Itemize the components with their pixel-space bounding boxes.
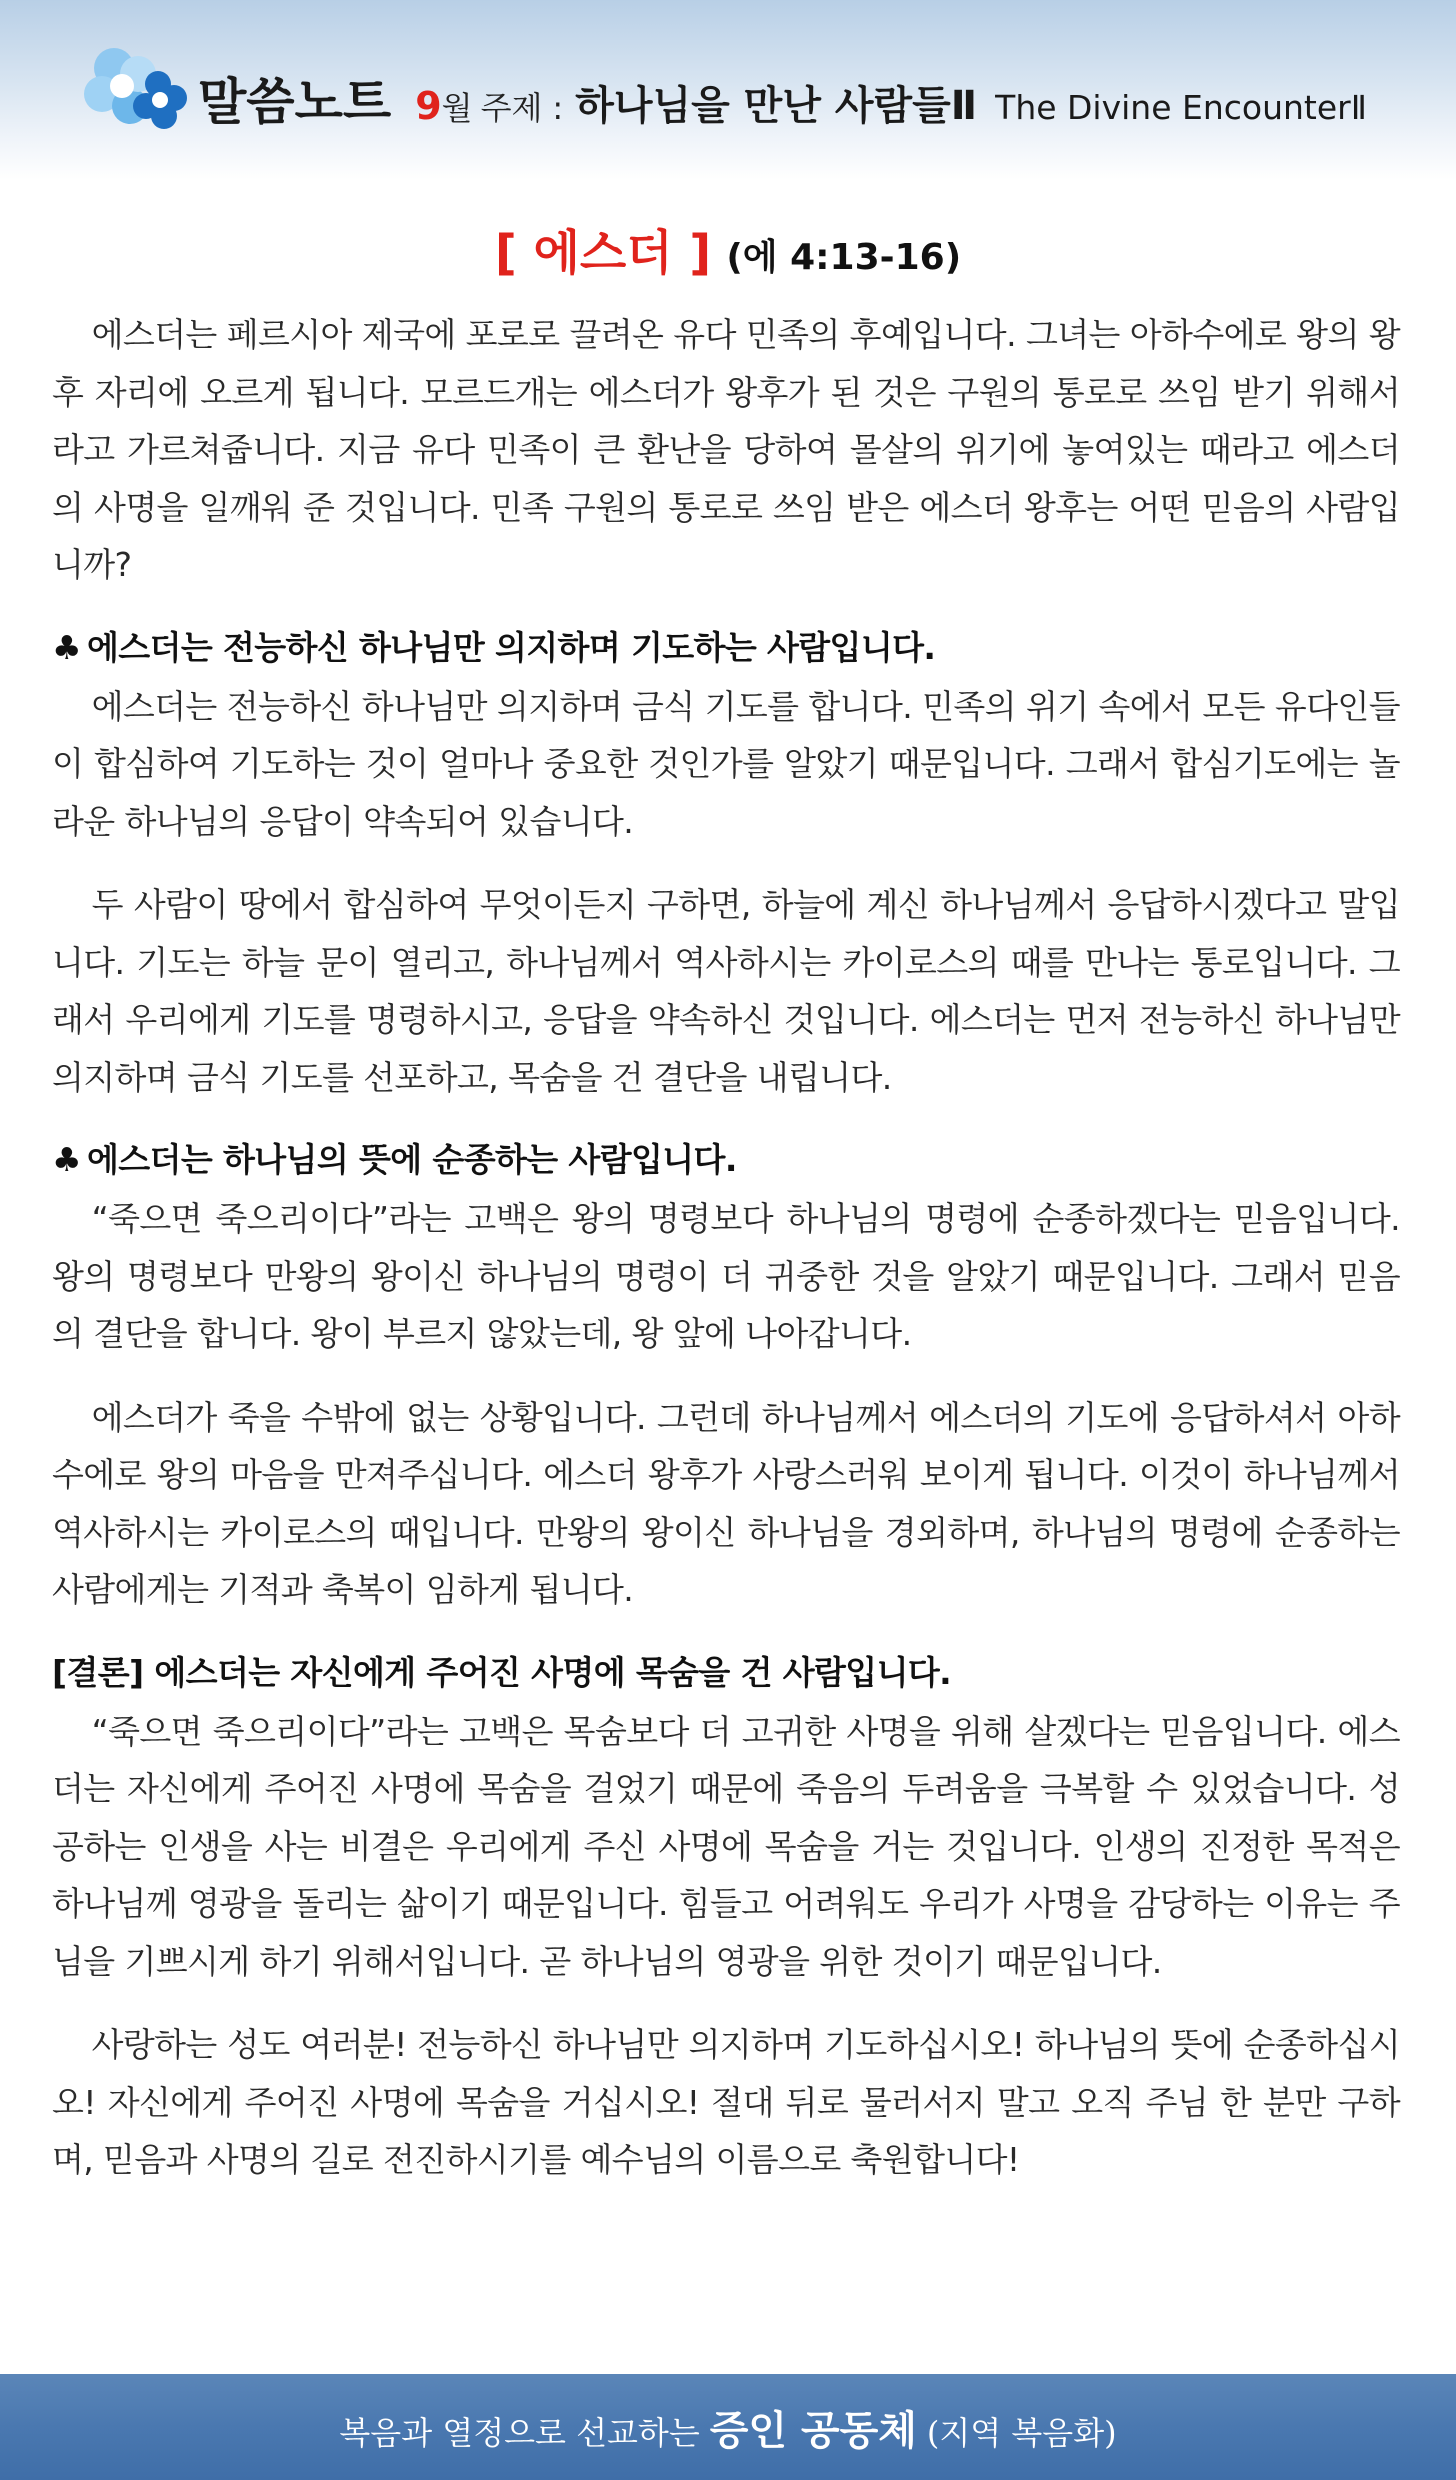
intro-paragraph: 에스더는 페르시아 제국에 포로로 끌려온 유다 민족의 후예입니다. 그녀는 아하수에로 왕의 왕후 자리에 오르게 됩니다. 모르드개는 에스더가 왕후가 된 것은 구원의 통로로 쓰임 받기 위해서라고 가르쳐줍니다. 지금 유다 민족이 큰 환난을 당하여 몰살의 위기에 놓여있는 때라고 에스더의 사명을 일깨워 준 것입니다. 민족 구원의 통로로 쓰임 받은 에스더 왕후는 어떤 믿음의 사람입니까? [52, 315, 1400, 584]
paragraph: 두 사람이 땅에서 합심하여 무엇이든지 구하면, 하늘에 계신 하나님께서 응답하시겠다고 말입니다. 기도는 하늘 문이 열리고, 하나님께서 역사하시는 카이로스의 때를 만나는 통로입니다. 그래서 우리에게 기도를 명령하시고, 응답을 약속하신 것입니다. 에스더는 먼저 전능하신 하나님만 의지하며 금식 기도를 선포하고, 목숨을 건 결단을 내립니다. [52, 885, 1400, 1097]
header-title-line [198, 62, 1367, 132]
theme-english: The Divine EncounterⅡ [995, 88, 1367, 127]
page-title [0, 214, 1456, 283]
title-main: [ 에스더 ] [494, 225, 712, 281]
footer-strong: 증인 공동체 [709, 2406, 917, 2454]
club-icon: ♣ [52, 627, 81, 667]
month-number: 9 [415, 84, 442, 128]
flower-logo-icon [84, 44, 192, 136]
scripture-reference: (에 4:13-16) [726, 237, 962, 278]
paragraph: “죽으면 죽으리이다”라는 고백은 왕의 명령보다 하나님의 명령에 순종하겠다는 믿음입니다. 왕의 명령보다 만왕의 왕이신 하나님의 명령이 더 귀중한 것을 알았기 때문입니다. 그래서 믿음의 결단을 합니다. 왕이 부르지 않았는데, 왕 앞에 나아갑니다. [52, 1199, 1400, 1353]
theme-title: 하나님을 만난 사람들Ⅱ [575, 83, 978, 129]
month-label: 월 [441, 89, 473, 127]
header [0, 0, 1456, 180]
section-heading-2 [52, 1132, 1400, 1188]
paragraph: 에스더는 전능하신 하나님만 의지하며 금식 기도를 합니다. 민족의 위기 속에서 모든 유다인들이 합심하여 기도하는 것이 얼마나 중요한 것인가를 알았기 때문입니다. 그래서 합심기도에는 놀라운 하나님의 응답이 약속되어 있습니다. [52, 686, 1400, 841]
theme-colon: : [552, 89, 564, 127]
closing-paragraph: 사랑하는 성도 여러분! 전능하신 하나님만 의지하며 기도하십시오! 하나님의 뜻에 순종하십시오! 자신에게 주어진 사명에 목숨을 거십시오! 절대 뒤로 물러서지 말고 오직 주님 한 분만 구하며, 믿음과 사명의 길로 전진하시기를 예수님의 이름으로 축원합니다! [52, 2025, 1400, 2179]
heading-text: 에스더는 하나님의 뜻에 순종하는 사람입니다. [86, 1140, 737, 1179]
footer-banner [0, 2374, 1456, 2480]
theme-label: 주제 [480, 89, 543, 127]
main-content [52, 306, 1400, 2215]
paragraph: 에스더가 죽을 수밖에 없는 상황입니다. 그런데 하나님께서 에스더의 기도에 응답하셔서 아하수에로 왕의 마음을 만져주십니다. 에스더 왕후가 사랑스러워 보이게 됩니다. 이것이 하나님께서 역사하시는 카이로스의 때입니다. 만왕의 왕이신 하나님을 경외하며, 하나님의 명령에 순종하는 사람에게는 기적과 축복이 임하게 됩니다. [52, 1397, 1400, 1609]
footer-prefix: 복음과 열정으로 선교하는 [339, 2413, 700, 2452]
footer-suffix: (지역 복음화) [926, 2413, 1117, 2452]
section-heading-1 [52, 620, 1400, 676]
club-icon: ♣ [52, 1140, 81, 1179]
paragraph: “죽으면 죽으리이다”라는 고백은 목숨보다 더 고귀한 사명을 위해 살겠다는 믿음입니다. 에스더는 자신에게 주어진 사명에 목숨을 걸었기 때문에 죽음의 두려움을 극복할 수 있었습니다. 성공하는 인생을 사는 비결은 우리에게 주신 사명에 목숨을 거는 것입니다. 인생의 진정한 목적은 하나님께 영광을 돌리는 삶이기 때문입니다. 힘들고 어려워도 우리가 사명을 감당하는 이유는 주님을 기쁘시게 하기 위해서입니다. 곧 하나님의 영광을 위한 것이기 때문입니다. [52, 1711, 1400, 1981]
heading-text: 에스더는 전능하신 하나님만 의지하며 기도하는 사람입니다. [86, 627, 936, 667]
brand-title: 말씀노트 [198, 73, 392, 131]
footer-text [339, 2399, 1116, 2456]
conclusion-heading: [결론] 에스더는 자신에게 주어진 사명에 목숨을 건 사람입니다. [52, 1652, 952, 1692]
